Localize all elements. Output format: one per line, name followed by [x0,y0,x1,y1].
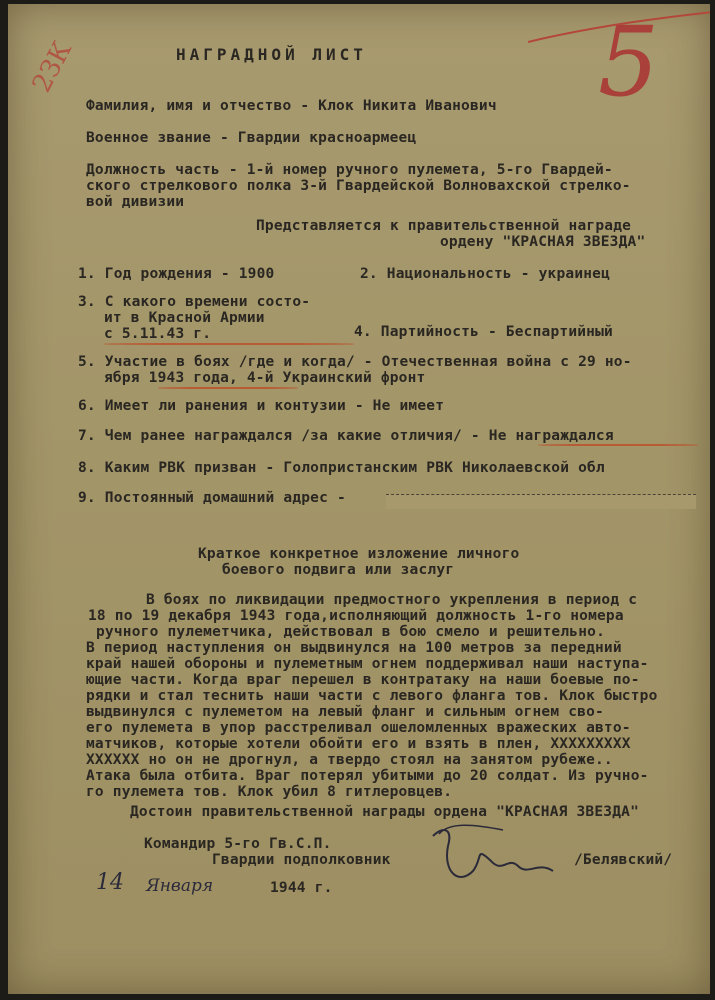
summary-heading-line1: Краткое конкретное изложение личного [198,546,520,562]
date-day: 14 [96,870,124,895]
item-home-address: 9. Постоянный домашний адрес - [78,490,346,506]
presented-line2: ордену "КРАСНАЯ ЗВЕЗДА" [440,234,646,250]
item-birth-year: 1. Год рождения - 1900 [78,266,275,282]
item-army-since-line1: 3. С какого времени состо- [78,294,311,310]
red-underline-battles [158,387,298,389]
item-party: 4. Партийность - Беспартийный [354,324,613,340]
field-position-line1: Должность часть - 1-й номер ручного пулемета, 5-го Гвардей- [86,162,613,178]
red-underline-date [104,343,354,345]
field-fio: Фамилия, имя и отчество - Клок Никита Иванович [86,98,497,114]
summary-line: рядки и стал теснить наши части с левого фланга тов. Клок быстро [86,688,658,704]
summary-line: го пулемета тов. Клок убил 8 гитлеровцев. [86,784,453,800]
field-rank: Военное звание - Гвардии красноармеец [86,130,417,146]
summary-line: Атака была отбита. Враг потерял убитыми до 20 солдат. Из ручно- [86,768,649,784]
award-sheet [8,4,710,994]
summary-line: ручного пулеметчика, действовал в бою смело и решительно. [96,624,605,640]
red-underline-awards [538,444,698,446]
commander-rank: Гвардии подполковник [212,852,391,868]
summary-line: ХХХХХХ но он не дрогнул, а твердо стоял на занятом рубеже.. [86,752,613,768]
item-nationality: 2. Национальность - украинец [360,266,611,282]
signature-mark [413,816,563,896]
date-year: 1944 г. [270,880,333,896]
summary-line: В боях по ликвидации предмостного укрепления в период с [146,592,638,608]
summary-line: 18 по 19 декабря 1943 года,исполняющий должность 1-го номера [88,608,624,624]
summary-line: ющие части. Когда враг перешел в контратаку на наши боевые по- [86,672,640,688]
red-pen-stroke [528,8,710,48]
date-month: Января [146,876,214,896]
margin-note: 5 [598,6,660,118]
summary-line: матчиков, которые хотели обойти его и взять в плен, ХХХХХХХХХ [86,736,631,752]
summary-heading-line2: боевого подвига или заслуг [222,562,455,578]
field-position-line2: ского стрелкового полка 3-й Гвардейской Волновахской стрелко- [86,178,631,194]
item-army-since-line3: с 5.11.43 г. [104,326,212,342]
item-battles-line1: 5. Участие в боях /где и когда/ - Отечественная война с 29 но- [78,354,632,370]
summary-line: его пулемета в упор расстреливал ошеломленных вражеских авто- [86,720,631,736]
presented-line1: Представляется к правительственной награде [256,218,632,234]
summary-line: выдвинулся с пулеметом на левый фланг и сильным огнем сво- [86,704,604,720]
item-battles-line2: ября 1943 года, 4-й Украинский фронт [104,370,426,386]
redacted-address [386,494,696,509]
document-title: НАГРАДНОЙ ЛИСТ [176,45,367,64]
commander-name: /Белявский/ [574,852,673,868]
item-prior-awards: 7. Чем ранее награждался /за какие отличия/ - Не награждался [78,428,614,444]
item-wounds: 6. Имеет ли ранения и контузии - Не имеет [78,398,445,414]
commander-title: Командир 5-го Гв.С.П. [144,836,332,852]
item-draft-office: 8. Каким РВК призван - Голопристанским РВК Николаевской обл [78,460,605,476]
summary-line: Достоин правительственной награды ордена "КРАСНАЯ ЗВЕЗДА" [130,804,639,820]
item-army-since-line2: ит в Красной Армии [104,310,265,326]
summary-line: В период наступления он выдвинулся на 100 метров за передний [86,640,622,656]
summary-line: край нашей обороны и пулеметным огнем поддерживал наши наступа- [86,656,649,672]
field-position-line3: вой дивизии [86,194,185,210]
corner-note: 2ЗК [26,36,79,98]
